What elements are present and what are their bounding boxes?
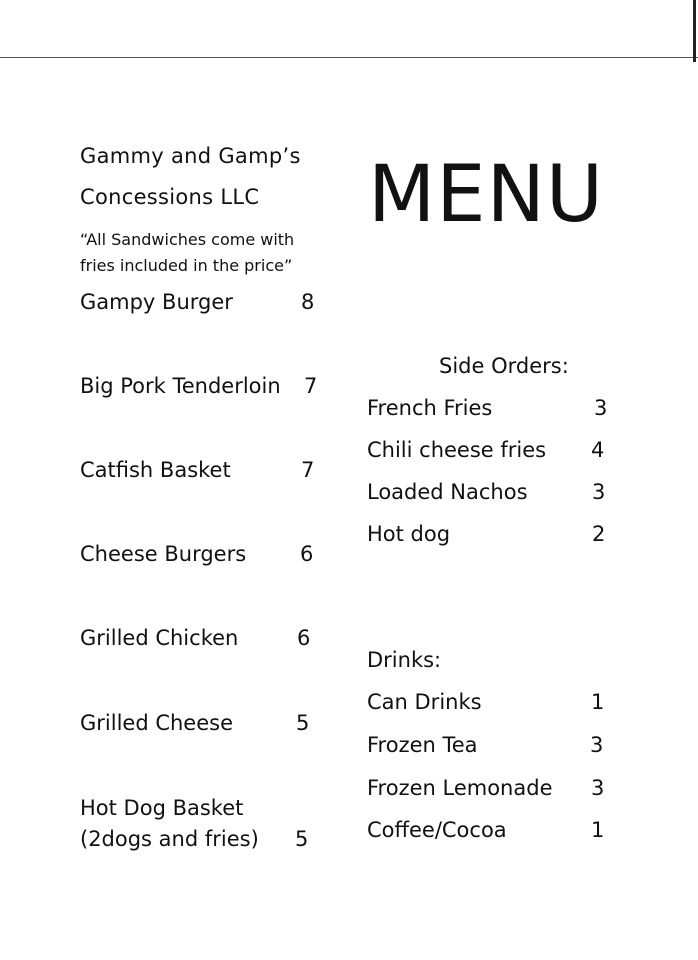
- item-price: 6: [300, 542, 314, 566]
- company-name-line2: Concessions LLC: [80, 185, 260, 209]
- item-price: 5: [296, 711, 310, 735]
- item-name: Can Drinks: [367, 690, 482, 714]
- scan-top-rule: [0, 57, 698, 58]
- menu-title: MENU: [368, 150, 605, 240]
- item-name: Coffee/Cocoa: [367, 818, 507, 842]
- item-name: Chili cheese fries: [367, 438, 547, 462]
- item-name: Hot Dog Basket: [80, 796, 244, 820]
- item-name: Frozen Tea: [367, 733, 478, 757]
- item-price: 3: [590, 733, 604, 757]
- item-name: French Fries: [367, 396, 493, 420]
- item-name: Catfish Basket: [80, 458, 231, 482]
- company-name-line1: Gammy and Gamp’s: [80, 144, 301, 168]
- item-price: 3: [594, 396, 608, 420]
- sandwich-note-line2: fries included in the price”: [80, 256, 293, 275]
- scan-edge-mark: [693, 0, 696, 62]
- item-price: 7: [301, 458, 315, 482]
- item-price: 5: [295, 827, 309, 851]
- item-price: 3: [592, 480, 606, 504]
- item-price: 8: [301, 290, 315, 314]
- item-name-line2: (2dogs and fries): [80, 827, 259, 851]
- item-name: Frozen Lemonade: [367, 776, 553, 800]
- item-name: Gampy Burger: [80, 290, 233, 314]
- item-name: Hot dog: [367, 522, 451, 546]
- item-name: Loaded Nachos: [367, 480, 528, 504]
- sandwich-note-line1: “All Sandwiches come with: [80, 230, 295, 249]
- item-price: 2: [592, 522, 606, 546]
- item-name: Grilled Cheese: [80, 711, 234, 735]
- item-price: 3: [591, 776, 605, 800]
- item-price: 7: [304, 374, 318, 398]
- item-name: Big Pork Tenderloin: [80, 374, 281, 398]
- item-price: 6: [297, 626, 311, 650]
- item-name: Cheese Burgers: [80, 542, 247, 566]
- drinks-heading: Drinks:: [367, 648, 442, 672]
- side-orders-heading: Side Orders:: [439, 354, 569, 378]
- item-price: 1: [591, 818, 605, 842]
- item-price: 4: [591, 438, 605, 462]
- item-price: 1: [591, 690, 605, 714]
- item-name: Grilled Chicken: [80, 626, 239, 650]
